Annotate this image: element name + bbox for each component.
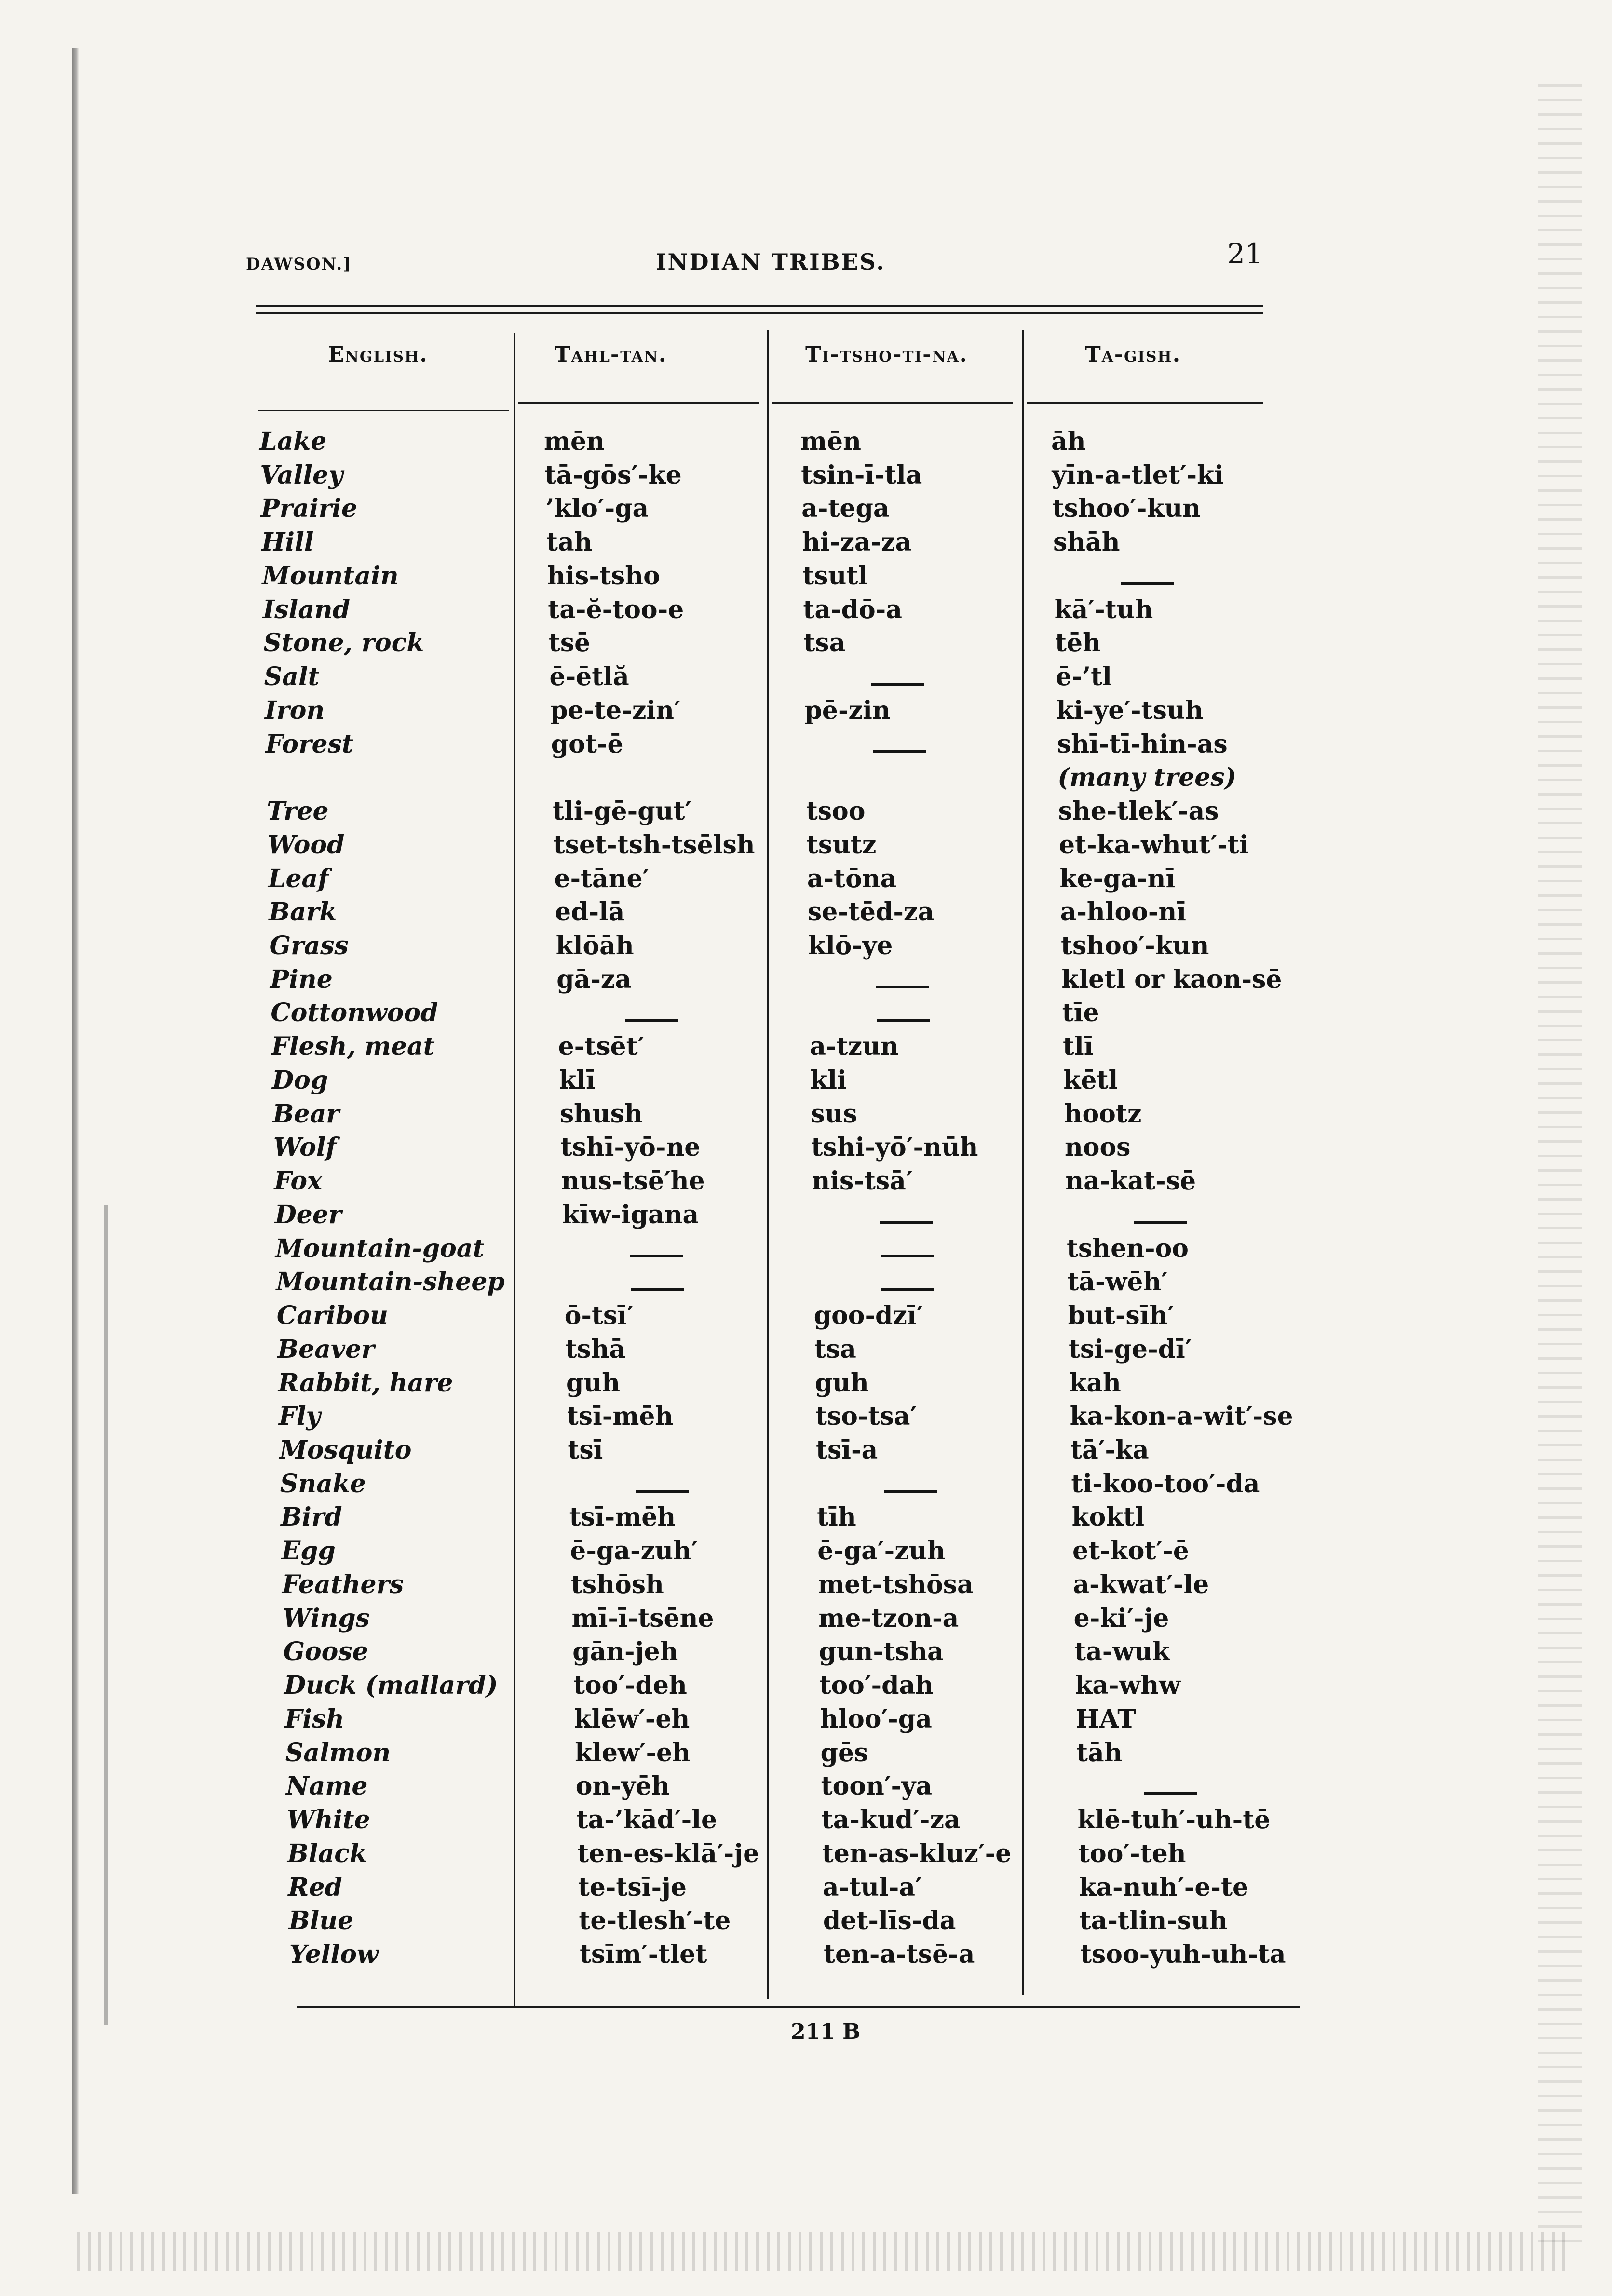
- english-word: Rabbit, hare: [278, 1368, 453, 1398]
- tagish-word: but-sīh′: [1068, 1301, 1174, 1331]
- titshotina-word: tshi-yō′-nūh: [811, 1133, 978, 1162]
- english-word: White: [286, 1805, 370, 1835]
- english-word: Fox: [274, 1166, 323, 1196]
- empty-entry-dash: [873, 750, 926, 753]
- tagish-word: ki-ye′-tsuh: [1056, 695, 1204, 725]
- column-header-titshotina: Ti-tsho-ti-na.: [805, 342, 968, 367]
- titshotina-word: guh: [814, 1368, 869, 1398]
- english-word: Wolf: [273, 1133, 337, 1162]
- english-word: Mountain: [262, 561, 399, 591]
- tahltan-word: tsī-mēh: [569, 1502, 676, 1532]
- running-head-author: DAWSON.]: [246, 255, 352, 274]
- titshotina-word: se-tēd-za: [807, 897, 935, 927]
- tahltan-word: gā-za: [556, 964, 632, 994]
- column-header-english: English.: [328, 342, 428, 367]
- english-word: Caribou: [276, 1301, 388, 1331]
- english-word: Salmon: [285, 1738, 391, 1768]
- titshotina-word: sus: [811, 1099, 857, 1129]
- titshotina-word: ta-kud′-za: [821, 1805, 961, 1835]
- tagish-word: tshoo′-kun: [1061, 931, 1209, 960]
- empty-entry-dash: [876, 986, 929, 988]
- tagish-word: tā-wēh′: [1067, 1267, 1168, 1297]
- tagish-word: shī-tī-hin-as: [1057, 729, 1228, 759]
- titshotina-word: tsin-ī-tla: [801, 460, 922, 490]
- tagish-word: na-kat-sē: [1065, 1166, 1196, 1196]
- tagish-word: āh: [1051, 427, 1086, 456]
- tahltan-word: shush: [559, 1099, 643, 1129]
- tahltan-word: tsī: [568, 1435, 603, 1465]
- tahltan-word: on-yēh: [575, 1771, 670, 1801]
- titshotina-word: nis-tsā′: [812, 1166, 913, 1196]
- tagish-word: a-hloo-nī: [1060, 897, 1187, 927]
- tahltan-word: tsē: [548, 628, 591, 658]
- tagish-word: too′-teh: [1078, 1838, 1186, 1868]
- signature-mark: 211 B: [791, 2019, 861, 2044]
- tahltan-word: mēn: [544, 427, 605, 456]
- tahltan-word: tshōsh: [570, 1569, 664, 1599]
- english-word: Tree: [267, 797, 329, 826]
- running-head-title: INDIAN TRIBES.: [656, 249, 886, 275]
- tahltan-word: e-tāne′: [554, 864, 650, 893]
- english-word: Dog: [272, 1065, 328, 1095]
- tagish-word: a-kwat′-le: [1073, 1569, 1209, 1599]
- tagish-word: tshoo′-kun: [1052, 494, 1201, 524]
- tagish-word: tēh: [1055, 628, 1101, 658]
- titshotina-word: toon′-ya: [821, 1771, 933, 1801]
- titshotina-word: tsa: [803, 628, 846, 658]
- english-word: Wood: [267, 830, 345, 860]
- tahltan-word: pe-te-zin′: [550, 695, 681, 725]
- english-word: Grass: [269, 931, 349, 960]
- titshotina-word: hloo′-ga: [820, 1704, 932, 1734]
- tahltan-word: klōāh: [555, 931, 634, 960]
- tagish-word: ka-whw: [1075, 1671, 1180, 1701]
- column-divider: [767, 330, 769, 1999]
- titshotina-word: tīh: [817, 1502, 856, 1532]
- tahltan-word: tshī-yō-ne: [560, 1133, 701, 1162]
- tagish-word: ke-ga-nī: [1059, 864, 1176, 893]
- tagish-word: et-ka-whut′-ti: [1059, 830, 1249, 860]
- tagish-word: ē-’tl: [1056, 662, 1112, 692]
- top-rule: [256, 312, 1263, 314]
- empty-entry-dash: [880, 1221, 933, 1224]
- english-word: Iron: [265, 695, 325, 725]
- tahltan-word: ē-ga-zuh′: [570, 1536, 698, 1566]
- tahltan-word: gān-jeh: [572, 1637, 678, 1667]
- english-word: Name: [286, 1771, 368, 1801]
- tagish-word: HAT: [1075, 1704, 1136, 1734]
- tahltan-word: kīw-igana: [562, 1200, 699, 1229]
- english-word: Snake: [280, 1469, 366, 1499]
- titshotina-word: me-tzon-a: [818, 1603, 959, 1633]
- tahltan-word: e-tsēt′: [558, 1032, 645, 1062]
- tahltan-word: tshā: [565, 1334, 626, 1364]
- tahltan-word: klēw′-eh: [574, 1704, 690, 1734]
- tahltan-word: ed-lā: [555, 897, 625, 927]
- tahltan-word: tah: [546, 527, 593, 557]
- titshotina-word: tsa: [814, 1334, 856, 1364]
- tagish-word: e-ki′-je: [1073, 1603, 1169, 1633]
- header-underline: [518, 402, 759, 404]
- english-word: Prairie: [260, 494, 357, 524]
- header-underline: [1027, 402, 1263, 404]
- titshotina-word: ten-as-kluz′-e: [822, 1838, 1012, 1868]
- titshotina-word: det-līs-da: [823, 1906, 956, 1936]
- english-word: Hill: [261, 527, 314, 557]
- column-divider: [514, 333, 515, 2007]
- header-underline: [258, 410, 509, 411]
- english-word: Stone, rock: [263, 628, 424, 658]
- english-word: Feathers: [282, 1569, 404, 1599]
- english-word: Mountain-sheep: [276, 1267, 505, 1297]
- bottom-rule: [297, 2006, 1300, 2008]
- tahltan-word: too′-deh: [573, 1671, 687, 1701]
- titshotina-word: a-tul-a′: [822, 1872, 922, 1902]
- tagish-word: kētl: [1063, 1065, 1118, 1095]
- tagish-word: klē-tuh′-uh-tē: [1077, 1805, 1271, 1835]
- tagish-word: shāh: [1053, 527, 1120, 557]
- titshotina-word: tsī-a: [816, 1435, 878, 1465]
- titshotina-word: met-tshōsa: [818, 1569, 974, 1599]
- tagish-word: tshen-oo: [1067, 1233, 1189, 1263]
- english-word: Fly: [278, 1402, 321, 1432]
- tagish-word: tā′-ka: [1070, 1435, 1149, 1465]
- english-word: Leaf: [268, 864, 329, 893]
- english-word: Forest: [265, 729, 353, 759]
- titshotina-word: tsutl: [802, 561, 868, 591]
- header-underline: [772, 402, 1013, 404]
- column-header-tagish: Ta-gish.: [1085, 342, 1181, 367]
- titshotina-word: ē-ga′-zuh: [817, 1536, 946, 1566]
- empty-entry-dash: [625, 1019, 678, 1022]
- tahltan-word: ten-es-klā′-je: [577, 1838, 759, 1868]
- tagish-word: kā′-tuh: [1054, 594, 1153, 624]
- tahltan-word: klī: [559, 1065, 596, 1095]
- english-word: Blue: [288, 1906, 354, 1936]
- page-number: 21: [1227, 237, 1263, 270]
- titshotina-word: too′-dah: [819, 1671, 934, 1701]
- english-word: Flesh, meat: [271, 1032, 435, 1062]
- tagish-word: tlī: [1063, 1032, 1094, 1062]
- english-word: Red: [288, 1872, 342, 1902]
- tahltan-word: tā-gōs′-ke: [544, 460, 682, 490]
- page-edge-noise: [1538, 72, 1582, 2242]
- empty-entry-dash: [871, 683, 924, 686]
- tagish-word: tāh: [1076, 1738, 1123, 1768]
- titshotina-word: a-tōna: [807, 864, 897, 893]
- empty-entry-dash: [881, 1288, 934, 1291]
- english-word: Wings: [283, 1603, 370, 1633]
- titshotina-word: tsoo: [806, 797, 866, 826]
- tahltan-word: tsīm′-tlet: [580, 1940, 707, 1969]
- tahltan-word: ē-ētlă: [549, 662, 629, 692]
- tahltan-word: his-tsho: [547, 561, 660, 591]
- english-word: Egg: [281, 1536, 336, 1566]
- tagish-word: she-tlek′-as: [1058, 797, 1219, 826]
- tagish-word: hootz: [1064, 1099, 1142, 1129]
- empty-entry-dash: [630, 1255, 683, 1257]
- empty-entry-dash: [631, 1288, 684, 1291]
- tagish-word: koktl: [1071, 1502, 1145, 1532]
- titshotina-word: a-tzun: [810, 1032, 899, 1062]
- titshotina-word: hi-za-za: [802, 527, 912, 557]
- empty-entry-dash: [877, 1019, 930, 1022]
- english-word: Beaver: [277, 1334, 375, 1364]
- tahltan-word: tli-gē-gut′: [553, 797, 692, 826]
- tagish-word: ta-tlin-suh: [1079, 1906, 1228, 1936]
- titshotina-word: pē-zin: [804, 695, 891, 725]
- titshotina-word: klō-ye: [808, 931, 893, 960]
- tahltan-word: tsī-mēh: [567, 1402, 674, 1432]
- tahltan-word: got-ē: [551, 729, 623, 759]
- tagish-word: yīn-a-tlet′-ki: [1052, 460, 1224, 490]
- column-header-tahltan: Tahl-tan.: [555, 342, 667, 367]
- english-word: Mountain-goat: [275, 1233, 485, 1263]
- titshotina-word: gēs: [820, 1738, 868, 1768]
- english-word: Black: [287, 1838, 367, 1868]
- titshotina-word: ten-a-tsē-a: [824, 1940, 975, 1969]
- tagish-word: ka-kon-a-wit′-se: [1070, 1402, 1293, 1432]
- tagish-word: et-kot′-ē: [1072, 1536, 1189, 1566]
- tagish-word: ti-koo-too′-da: [1071, 1469, 1260, 1499]
- tahltan-word: ta-’kād′-le: [576, 1805, 718, 1835]
- english-word: Valley: [260, 460, 343, 490]
- titshotina-word: mēn: [800, 427, 861, 456]
- empty-entry-dash: [1121, 582, 1174, 585]
- tagish-word: tīe: [1062, 998, 1099, 1028]
- english-word: Yellow: [289, 1940, 379, 1969]
- english-word: Bear: [272, 1099, 339, 1129]
- tahltan-word: klew′-eh: [575, 1738, 691, 1768]
- page-edge-noise: [77, 2232, 1572, 2271]
- tahltan-word: nus-tsē′he: [561, 1166, 705, 1196]
- english-word: Mosquito: [279, 1435, 412, 1465]
- english-word: Pine: [270, 964, 333, 994]
- english-word: Goose: [283, 1637, 368, 1667]
- english-word: Island: [262, 594, 351, 624]
- english-word: Duck (mallard): [284, 1671, 498, 1701]
- titshotina-word: goo-dzī′: [813, 1301, 923, 1331]
- column-divider: [1022, 330, 1024, 1995]
- english-word: Salt: [264, 662, 320, 692]
- tahltan-word: guh: [566, 1368, 621, 1398]
- titshotina-word: a-tega: [801, 494, 890, 524]
- tahltan-word: ta-ĕ-too-e: [548, 594, 684, 624]
- empty-entry-dash: [636, 1490, 689, 1493]
- tahltan-word: ’klo′-ga: [545, 494, 649, 524]
- titshotina-word: kli: [810, 1065, 847, 1095]
- english-word: Deer: [274, 1200, 342, 1229]
- page-edge-shadow: [72, 48, 79, 2194]
- titshotina-word: tsutz: [806, 830, 877, 860]
- tahltan-word: mī-ī-tsēne: [571, 1603, 714, 1633]
- english-word: Fish: [284, 1704, 345, 1734]
- tahltan-word: te-tlesh′-te: [579, 1906, 731, 1936]
- titshotina-word: gun-tsha: [819, 1637, 944, 1667]
- titshotina-word: ta-dō-a: [803, 594, 902, 624]
- tagish-word: (many trees): [1057, 763, 1237, 793]
- tagish-word: kletl or kaon-sē: [1061, 964, 1282, 994]
- english-word: Lake: [259, 427, 327, 456]
- empty-entry-dash: [881, 1255, 934, 1257]
- top-rule: [256, 305, 1263, 307]
- titshotina-word: tso-tsa′: [815, 1402, 917, 1432]
- english-word: Bird: [281, 1502, 342, 1532]
- tagish-word: kah: [1069, 1368, 1121, 1398]
- tagish-word: tsi-ge-dī′: [1069, 1334, 1192, 1364]
- tagish-word: ta-wuk: [1074, 1637, 1170, 1667]
- tahltan-word: te-tsī-je: [578, 1872, 687, 1902]
- tagish-word: ka-nuh′-e-te: [1079, 1872, 1249, 1902]
- empty-entry-dash: [884, 1490, 937, 1493]
- empty-entry-dash: [1144, 1792, 1197, 1795]
- english-word: Bark: [269, 897, 337, 927]
- page-edge-shadow: [104, 1205, 108, 2025]
- empty-entry-dash: [1134, 1221, 1187, 1224]
- tagish-word: tsoo-yuh-uh-ta: [1080, 1940, 1286, 1969]
- tahltan-word: tset-tsh-tsēlsh: [553, 830, 755, 860]
- tagish-word: noos: [1065, 1133, 1131, 1162]
- english-word: Cottonwood: [271, 998, 438, 1028]
- tahltan-word: ō-tsī′: [564, 1301, 634, 1331]
